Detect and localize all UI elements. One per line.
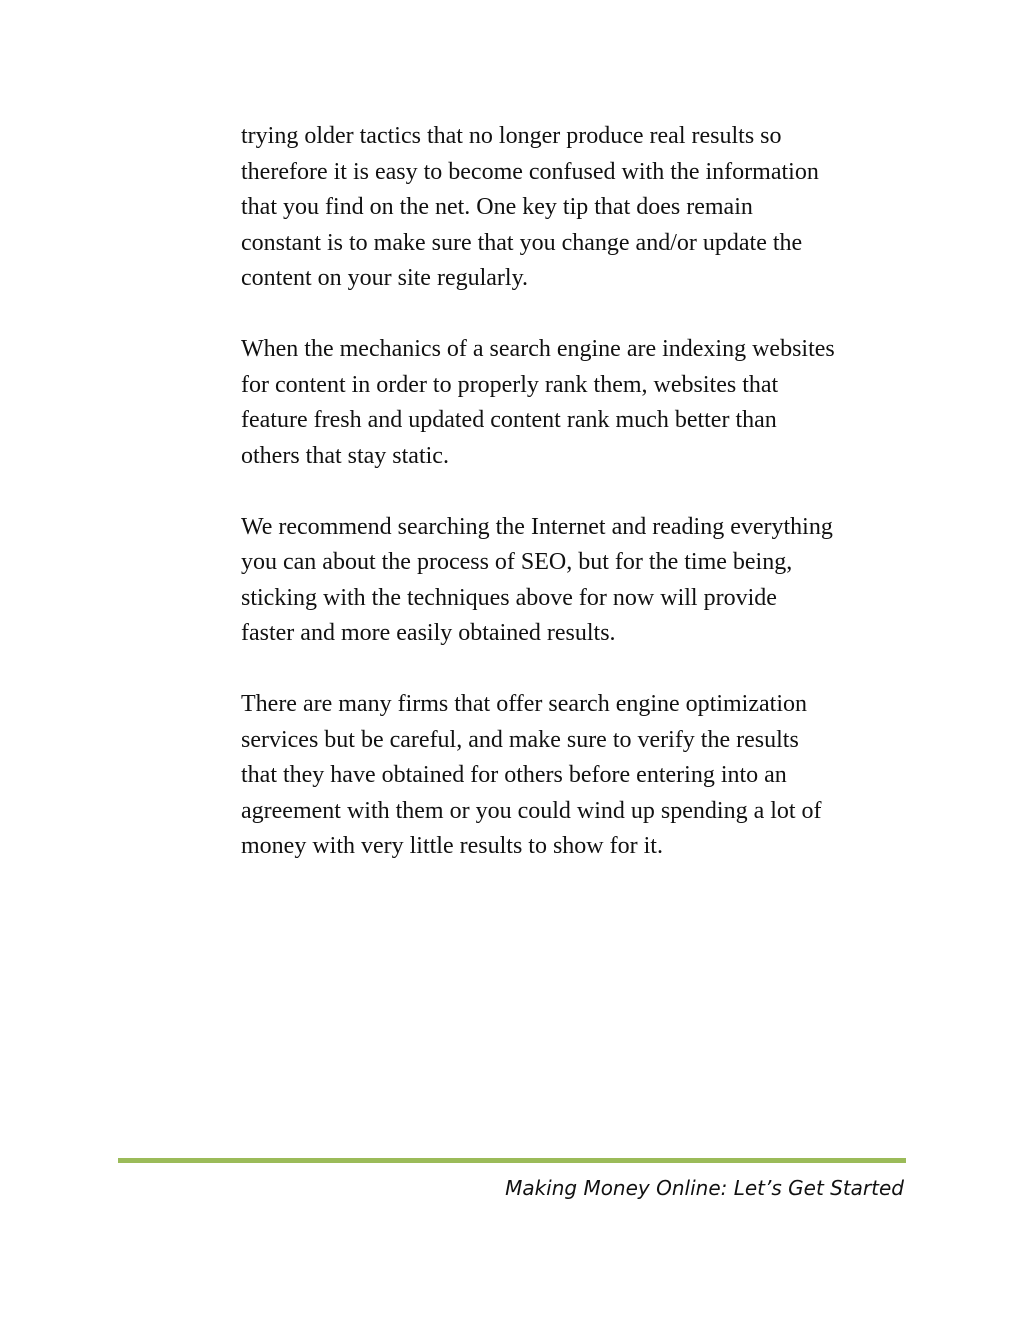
body-text — [241, 119, 911, 865]
text-line: money with very little results to show for it. — [241, 833, 663, 859]
footer-title: Making Money Online: Let’s Get Started — [505, 1176, 904, 1200]
text-line: that you find on the net. One key tip that does remain — [241, 194, 753, 220]
footer-divider — [118, 1158, 906, 1163]
text-line: therefore it is easy to become confused with the information — [241, 158, 819, 185]
paragraph-spacer — [241, 652, 911, 688]
text-line: you can about the process of SEO, but for the time being, — [241, 549, 793, 575]
text-line: content on your site regularly. — [241, 265, 529, 291]
text-line: agreement with them or you could wind up spending a lot of — [241, 797, 822, 824]
text-line: for content in order to properly rank them, websites that — [241, 371, 779, 398]
text-line: When the mechanics of a search engine are indexing websites — [241, 336, 835, 362]
paragraph-4 — [241, 687, 911, 865]
text-line: sticking with the techniques above for now will provide — [241, 584, 777, 611]
paragraph-2 — [241, 332, 911, 474]
text-line: constant is to make sure that you change and/or update the — [241, 229, 803, 256]
text-line: There are many firms that offer search engine optimization — [241, 691, 807, 717]
text-line: trying older tactics that no longer produce real results so — [241, 123, 782, 149]
text-line: others that stay static. — [241, 442, 449, 469]
text-line: faster and more easily obtained results. — [241, 620, 616, 646]
text-line: feature fresh and updated content rank much better than — [241, 407, 777, 433]
paragraph-spacer — [241, 297, 911, 333]
text-line: We recommend searching the Internet and reading everything — [241, 513, 833, 540]
text-line: services but be careful, and make sure to verify the results — [241, 726, 799, 753]
paragraph-1 — [241, 119, 911, 297]
paragraph-spacer — [241, 474, 911, 510]
text-line: that they have obtained for others before entering into an — [241, 762, 787, 788]
paragraph-3 — [241, 510, 911, 652]
